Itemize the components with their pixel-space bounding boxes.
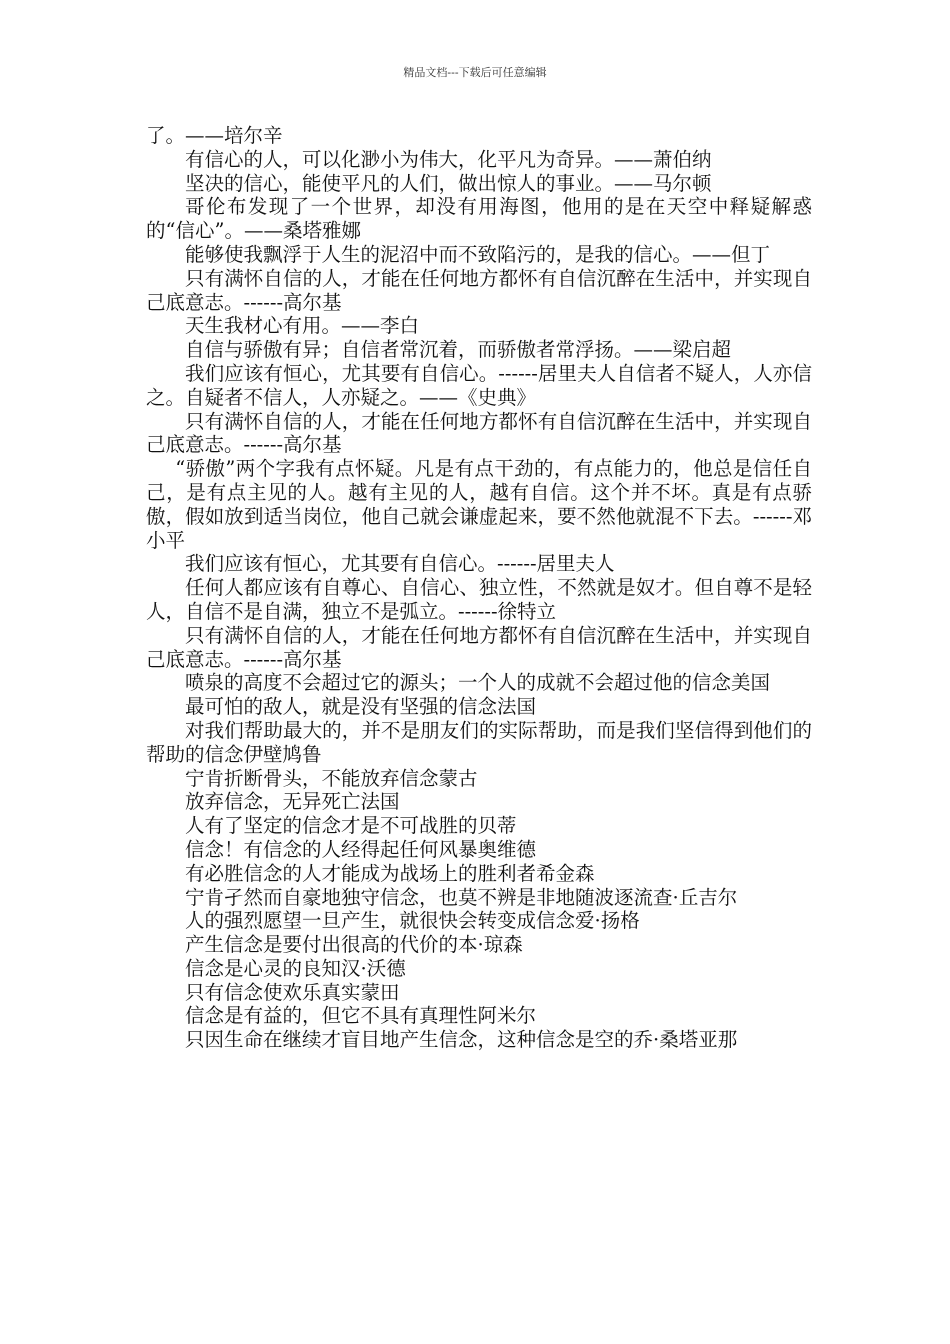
paragraph: 自信与骄傲有异；自信者常沉着，而骄傲者常浮扬。——梁启超 [185, 338, 732, 362]
paragraph: 能够使我飘浮于人生的泥沼中而不致陷污的，是我的信心。——但丁 [185, 242, 771, 266]
paragraph: 只有信念使欢乐真实蒙田 [185, 980, 400, 1004]
paragraph: 了。——培尔辛 [146, 124, 283, 147]
paragraph: 坚决的信心，能使平凡的人们，做出惊人的事业。——马尔顿 [185, 171, 712, 195]
paragraph: 人有了坚定的信念才是不可战胜的贝蒂 [185, 814, 517, 838]
paragraph: 哥伦布发现了一个世界，却没有用海图，他用的是在天空中释疑解惑的“信心”。——桑塔雅娜 [146, 195, 812, 243]
paragraph: 任何人都应该有自尊心、自信心、独立性，不然就是奴才。但自尊不是轻人，自信不是自满，独立不是弧立。------徐特立 [146, 576, 812, 623]
paragraph: 我们应该有恒心，尤其要有自信心。------居里夫人自信者不疑人，人亦信之。自疑者不信人，人亦疑之。——《史典》 [146, 361, 812, 409]
paragraph: 有必胜信念的人才能成为战场上的胜利者希金森 [185, 861, 595, 885]
paragraph: “骄傲”两个字我有点怀疑。凡是有点干劲的，有点能力的，他总是信任自己，是有点主见的人。越有主见的人，越有自信。这个并不坏。真是有点骄傲，假如放到适当岗位，他自己就会谦虚起来，要不然他就混不下去。------邓小平 [146, 457, 812, 552]
paragraph: 最可怕的敌人，就是没有坚强的信念法国 [185, 695, 537, 719]
page-header: 精品文档---下载后可任意编辑 [403, 66, 547, 79]
paragraph: 只有满怀自信的人，才能在任何地方都怀有自信沉醉在生活中，并实现自己底意志。------高尔基 [146, 623, 812, 671]
paragraph: 有信心的人，可以化渺小为伟大，化平凡为奇异。——萧伯纳 [185, 147, 712, 171]
paragraph: 我们应该有恒心，尤其要有自信心。------居里夫人 [185, 552, 615, 576]
paragraph: 宁肯折断骨头，不能放弃信念蒙古 [185, 766, 478, 790]
paragraph: 喷泉的高度不会超过它的源头；一个人的成就不会超过他的信念美国 [185, 671, 771, 695]
paragraph: 信念！有信念的人经得起任何风暴奥维德 [185, 837, 537, 861]
paragraph: 只有满怀自信的人，才能在任何地方都怀有自信沉醉在生活中，并实现自己底意志。------高尔基 [146, 266, 812, 314]
paragraph: 宁肯孑然而自豪地独守信念，也莫不辨是非地随波逐流查·丘吉尔 [185, 885, 738, 909]
paragraph: 产生信念是要付出很高的代价的本·琼森 [185, 933, 523, 957]
paragraph: 只因生命在继续才盲目地产生信念，这种信念是空的乔·桑塔亚那 [185, 1028, 738, 1052]
paragraph: 只有满怀自信的人，才能在任何地方都怀有自信沉醉在生活中，并实现自己底意志。------高尔基 [146, 409, 812, 457]
paragraph: 信念是心灵的良知汉·沃德 [185, 956, 406, 980]
paragraph: 放弃信念，无异死亡法国 [185, 790, 400, 814]
paragraph: 对我们帮助最大的，并不是朋友们的实际帮助，而是我们坚信得到他们的帮助的信念伊壁鸠鲁 [146, 718, 812, 766]
paragraph: 天生我材心有用。——李白 [185, 314, 420, 338]
paragraph: 人的强烈愿望一旦产生，就很快会转变成信念爱·扬格 [185, 909, 640, 933]
paragraph: 信念是有益的，但它不具有真理性阿米尔 [185, 1004, 537, 1028]
document-body [146, 124, 812, 1052]
